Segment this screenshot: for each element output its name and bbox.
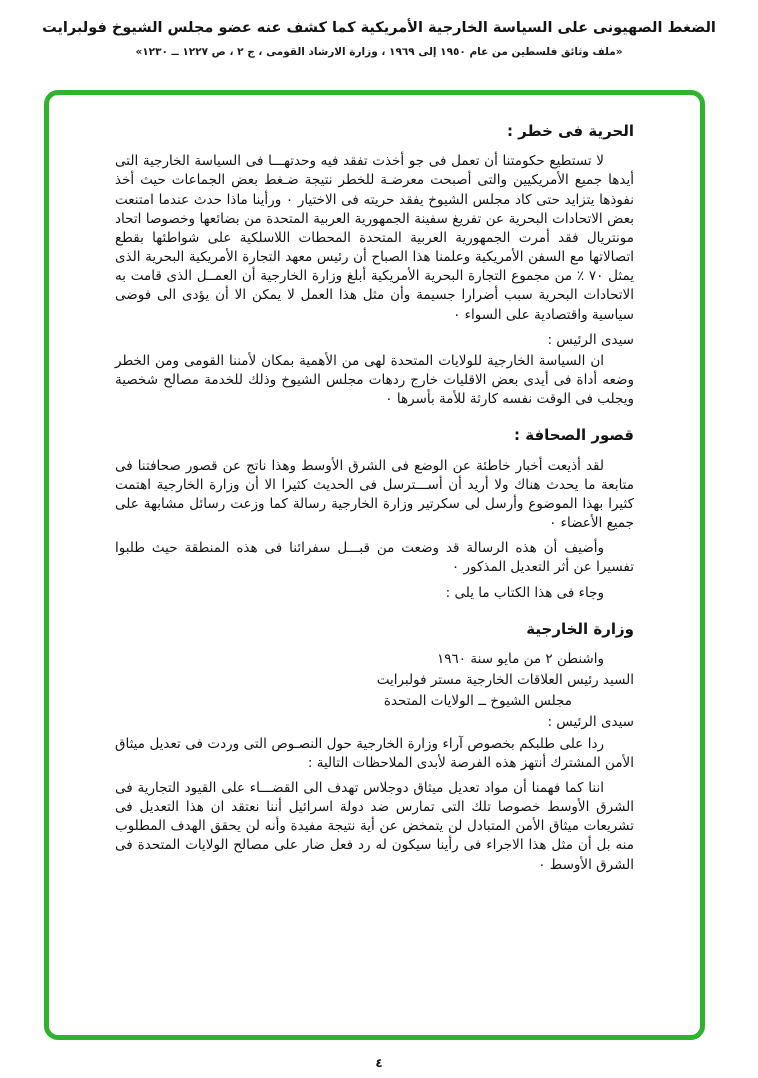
section-heading-foreign-ministry: وزارة الخارجية xyxy=(526,619,634,638)
paragraph-letter-origin: وأضيف أن هذه الرسالة قد وضعت من قبـــل سفرائنا فى هذه المنطقة حيث طلبوا تفسيرا عن أثر التعديل المذكور ٠ xyxy=(115,540,634,576)
letter-date-line: واشنطن ٢ من مايو سنة ١٩٦٠ xyxy=(437,651,604,668)
paragraph-foreign-policy-importance: ان السياسة الخارجية للولايات المتحدة لهى من الأهمية بمكان لأمننا القومى ومن الخطر وضعه أداة فى أيدى بعض الاقليات خارج ردهات مجلس الشيوخ وذلك للخدمة مصالح شخصية ويجلب فى الوقت نفسه كارثة للأمة بأسرها ٠ xyxy=(115,352,634,408)
salutation-line: سيدى الرئيس : xyxy=(547,331,634,348)
document-body xyxy=(49,95,700,901)
content-frame xyxy=(44,90,705,1040)
paragraph-amendment-opinion: اننا كما فهمنا أن مواد تعديل ميثاق دوجلاس تهدف الى القضـــاء على القيود التجارية فى الشرق الأوسط خصوصا تلك التى تمارس ضد دولة اسرائيل أننا نعتقد ان هذا التعديل فى تشريعات ميثاق الأمن المتبادل لن يتمخض عن أية نتيجة مفيدة وأنه لن يحقق الهدف المطلوب منه بل أن مثل هذا الاجراء فى رأينا سيكون له رد فعل ضار على مصالح الولايات المتحدة فى الشرق الأوسط ٠ xyxy=(115,779,634,873)
document-header xyxy=(0,0,758,58)
page-number: ٤ xyxy=(375,1056,383,1070)
paragraph-freedom-in-danger: لا تستطيع حكومتنا أن تعمل فى جو أخذت تفقد فيه وحدتهـــا فى السياسة الخارجية التى أيدها جميع الأمريكيين والتى أصبحت معرضـة للخطر نتيجة ضـغط بعض الجماعات حيث أخذ نفوذها يتزايد حتى كاد مجلس الشيوخ يفقد حريته فى الاختيار ٠ ورأينا ماذا حدث عندما امتنعت بعض الاتحادات البحرية عن تفريغ سفينة الجمهورية العربية المتحدة من بضائعها وخصوصا اتحاد مونتريال فقد أمرت الجمهورية العربية المتحدة المحطات اللاسلكية على شواطئها بقطع اتصالاتها مع السفن الأمريكية وعلمنا هذا الصباح أن رئيس معهد التجارة الأمريكية البحرية الذى يمثل ٧٠ ٪ من مجموع التجارة البحرية الأمريكية أبلغ وزارة الخارجية أن العمــل الذى قامت به الاتحادات البحرية سبب أضرارا جسيمة وأن مثل هذا العمل لا يمكن الا أن يؤدى الى فوضى سياسية واقتصادية على السواء ٠ xyxy=(115,153,634,323)
section-heading-press-shortcomings: قصور الصحافة : xyxy=(514,426,634,445)
document-source-line: «ملف وثائق فلسطين من عام ١٩٥٠ إلى ١٩٦٩ ، وزارة الارشاد القومى ، ج ٢ ، ص ١٢٢٧ ــ ١٢٣٠» xyxy=(135,45,623,58)
document-title: الضغط الصهيونى على السياسة الخارجية الأمريكية كما كشف عنه عضو مجلس الشيوخ فولبرايت xyxy=(42,20,716,36)
paragraph-book-intro: وجاء فى هذا الكتاب ما يلى : xyxy=(445,584,604,601)
section-heading-freedom-in-danger: الحرية فى خطر : xyxy=(506,122,634,140)
letter-addressee-line: السيد رئيس العلاقات الخارجية مستر فولبرايت xyxy=(376,672,634,689)
letter-senate-line: مجلس الشيوخ ــ الولايات المتحدة xyxy=(383,693,572,710)
paragraph-press-shortcomings: لقد أذيعت أخبار خاطئة عن الوضع فى الشرق الأوسط وهذا ناتج عن قصور صحافتنا فى متابعة ما يحدث هناك ولا أريد أن أســـترسل فى الحديث كثيرا الا أن وزارة الخارجية اهتمت كثيرا بهذا الموضوع وأرسل لى سكرتير وزارة الخارجية رسالة كما وزعت رسائل مشابهة على جميع الأعضاء ٠ xyxy=(115,457,634,532)
paragraph-reply-intro: ردا على طلبكم بخصوص آراء وزارة الخارجية حول النصـوص التى وردت فى تعديل ميثاق الأمن المشترك أنتهز هذه الفرصة لأبدى الملاحظات التالية : xyxy=(115,735,634,771)
letter-salutation-line: سيدى الرئيس : xyxy=(547,714,634,731)
